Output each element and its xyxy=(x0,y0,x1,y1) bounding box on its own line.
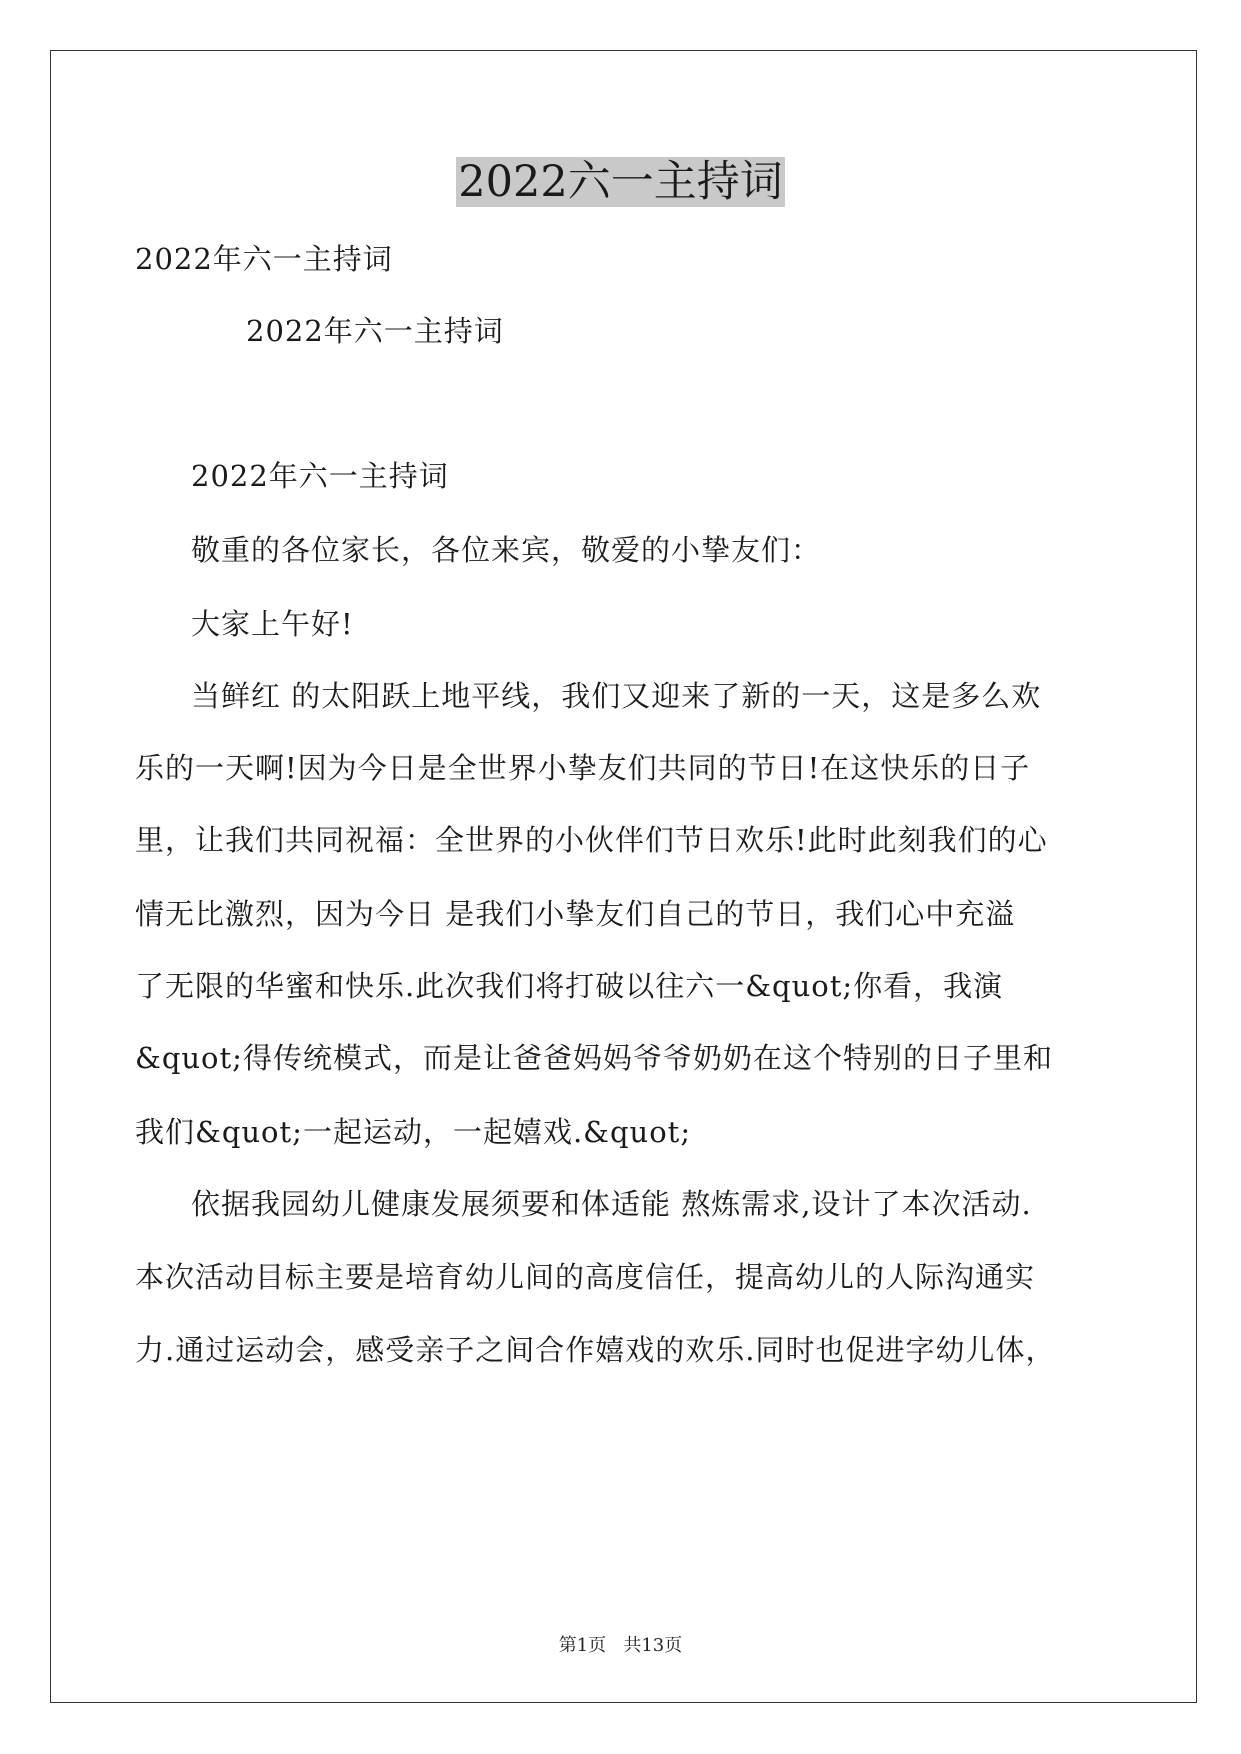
page-border xyxy=(50,50,1197,1703)
document-title-text: 2022六一主持词 xyxy=(458,157,783,207)
page-footer: 第1页 共13页 xyxy=(558,1635,683,1656)
text-line: 2022年六一主持词 xyxy=(135,242,393,276)
text-line: 敬重的各位家长，各位来宾，敬爱的小挚友们： xyxy=(191,533,822,567)
text-line: 我们&quot;一起运动，一起嬉戏.&quot; xyxy=(135,1115,692,1149)
text-line: 里，让我们共同祝福：全世界的小伙伴们节日欢乐!此时此刻我们的心 xyxy=(135,823,1048,857)
text-line: 当鲜红 的太阳跃上地平线，我们又迎来了新的一天，这是多么欢 xyxy=(191,679,1042,713)
text-line: 2022年六一主持词 xyxy=(191,459,449,493)
text-line: 2022年六一主持词 xyxy=(246,314,504,348)
text-line: &quot;得传统模式，而是让爸爸妈妈爷爷奶奶在这个特别的日子里和 xyxy=(135,1041,1053,1075)
text-line: 力.通过运动会，感受亲子之间合作嬉戏的欢乐.同时也促进字幼儿体， xyxy=(135,1333,1056,1367)
text-line: 依据我园幼儿健康发展须要和体适能 熬炼需求,设计了本次活动. xyxy=(191,1187,1032,1221)
document-title xyxy=(0,152,1241,212)
text-line: 了无限的华蜜和快乐.此次我们将打破以往六一&quot;你看，我演 xyxy=(135,969,1004,1003)
text-line: 大家上午好! xyxy=(191,607,354,641)
text-line: 乐的一天啊!因为今日是全世界小挚友们共同的节日!在这快乐的日子 xyxy=(135,751,1031,785)
text-line: 本次活动目标主要是培育幼儿间的高度信任，提高幼儿的人际沟通实 xyxy=(135,1260,1036,1294)
text-line: 情无比激烈，因为今日 是我们小挚友们自己的节日，我们心中充溢 xyxy=(135,897,1016,931)
